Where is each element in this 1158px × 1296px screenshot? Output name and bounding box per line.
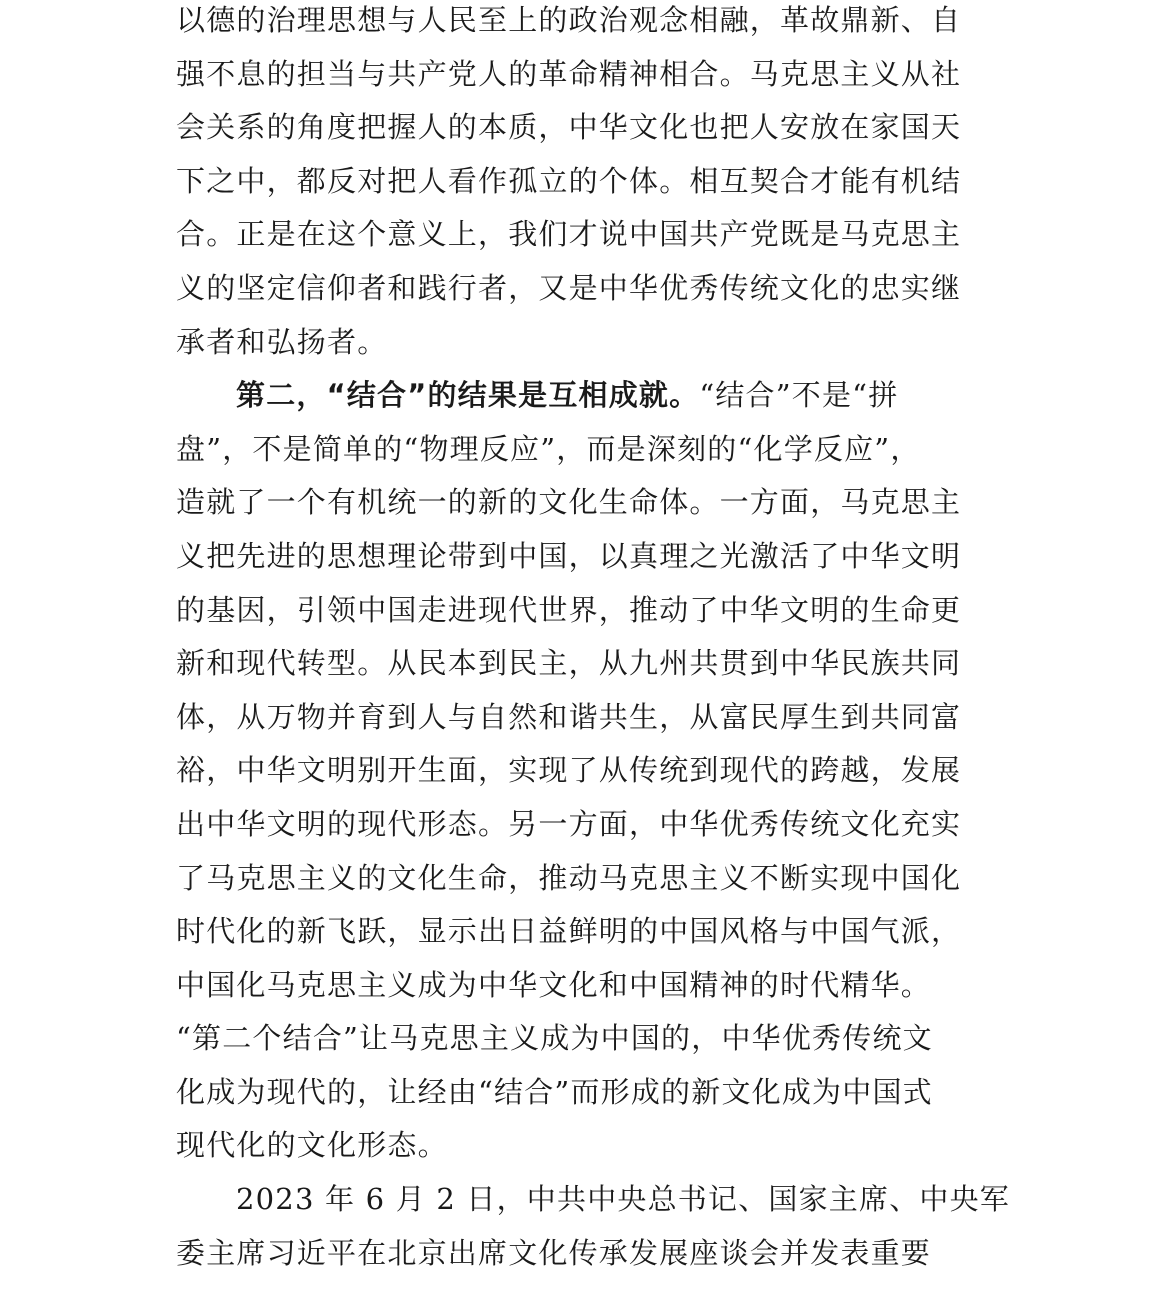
text-line-6: 义的坚定信仰者和践行者，又是中华优秀传统文化的忠实继 [176, 270, 962, 305]
text-line-24: 委主席习近平在北京出席文化传承发展座谈会并发表重要 [176, 1235, 932, 1270]
text-line-8-rest: “结合”不是“拼 [699, 378, 899, 413]
text-line-15: 裕，中华文明别开生面，实现了从传统到现代的跨越，发展 [176, 753, 962, 788]
text-line-16: 出中华文明的现代形态。另一方面，中华优秀传统文化充实 [176, 806, 962, 841]
text-line-5: 合。正是在这个意义上，我们才说中国共产党既是马克思主 [176, 217, 962, 252]
text-line-3: 会关系的角度把握人的本质，中华文化也把人安放在家国天 [176, 110, 962, 145]
text-line-7: 承者和弘扬者。 [176, 324, 388, 359]
paragraph-lead-bold: 第二，“结合”的结果是互相成就。 [236, 378, 700, 413]
text-line-8 [176, 369, 986, 423]
text-line-4: 下之中，都反对把人看作孤立的个体。相互契合才能有机结 [176, 163, 962, 198]
text-line-17: 了马克思主义的文化生命，推动马克思主义不断实现中国化 [176, 860, 962, 895]
text-line-21: 化成为现代的，让经由“结合”而形成的新文化成为中国式 [176, 1074, 933, 1109]
text-line-2: 强不息的担当与共产党人的革命精神相合。马克思主义从社 [176, 56, 962, 91]
text-line-11: 义把先进的思想理论带到中国，以真理之光激活了中华文明 [176, 538, 962, 573]
text-line-18: 时代化的新飞跃，显示出日益鲜明的中国风格与中国气派， [176, 914, 962, 949]
text-line-9: 盘”，不是简单的“物理反应”，而是深刻的“化学反应”， [176, 431, 921, 466]
text-line-10: 造就了一个有机统一的新的文化生命体。一方面，马克思主 [176, 485, 962, 520]
text-column [176, 0, 1010, 1280]
text-line-14: 体，从万物并育到人与自然和谐共生，从富民厚生到共同富 [176, 699, 962, 734]
text-line-12: 的基因，引领中国走进现代世界，推动了中华文明的生命更 [176, 592, 962, 627]
text-line-22: 现代化的文化形态。 [176, 1128, 448, 1163]
text-line-23: 2023 年 6 月 2 日，中共中央总书记、国家主席、中央军 [236, 1182, 1010, 1217]
text-line-13: 新和现代转型。从民本到民主，从九州共贯到中华民族共同 [176, 646, 962, 681]
text-line-1: 以德的治理思想与人民至上的政治观念相融，革故鼎新、自 [176, 3, 962, 37]
text-line-20: “第二个结合”让马克思主义成为中国的，中华优秀传统文 [176, 1021, 933, 1056]
text-line-19: 中国化马克思主义成为中华文化和中国精神的时代精华。 [176, 967, 932, 1002]
